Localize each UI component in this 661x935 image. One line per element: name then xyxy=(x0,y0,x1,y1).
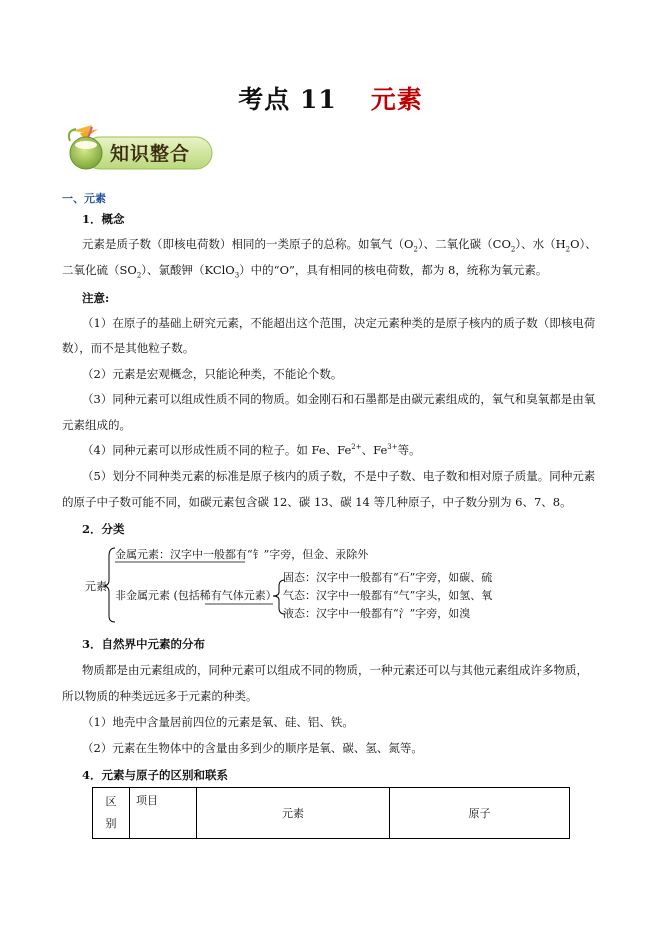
page-title xyxy=(0,80,661,116)
note-4: （4）同种元素可以形成性质不同的粒子。如 Fe、$Fe^{2+}$、$Fe^{3+}$等。 xyxy=(82,443,421,457)
title-number: 考点 11 xyxy=(238,85,337,114)
notes-heading: 注意: xyxy=(82,291,110,305)
knowledge-badge xyxy=(62,123,216,171)
nonmetal-solid: 固态：汉字中一般都有“石”字旁，如碳、硫 xyxy=(283,571,493,584)
table-header-atom: 原子 xyxy=(390,788,570,839)
note-5-line-1: （5）划分不同种类元素的标准是原子核内的质子数，不是中子数、电子数和相对原子质量。同种元素 xyxy=(82,469,596,483)
metal-element: 金属元素：汉字中一般都有“钅”字旁，但金、汞除外 xyxy=(115,548,369,561)
classification-heading: 2．分类 xyxy=(82,522,125,536)
note-3-line-1: （3）同种元素可以组成性质不同的物质。如金刚石和石墨都是由碳元素组成的，氧气和臭氧都是由氧 xyxy=(82,392,596,406)
note-2: （2）元素是宏观概念，只能论种类，不能论个数。 xyxy=(82,367,343,381)
distribution-heading: 3．自然界中元素的分布 xyxy=(82,637,206,651)
nonmetal-element: 非金属元素 (包括稀有气体元素） xyxy=(115,589,277,602)
note-1-line-2: 数），而不是其他粒子数。 xyxy=(62,341,195,355)
nonmetal-gas: 气态：汉字中一般都有“气”字头，如氢、氧 xyxy=(283,589,493,602)
classification-diagram xyxy=(85,542,525,630)
note-3-line-2: 元素组成的。 xyxy=(62,418,131,432)
distribution-line-2: 所以物质的种类远远多于元素的种类。 xyxy=(62,689,258,703)
table-cell-item: 项目 xyxy=(130,788,197,839)
relation-heading: 4．元素与原子的区别和联系 xyxy=(82,768,229,782)
table-header-element: 元素 xyxy=(197,788,390,839)
concept-line-1: 元素是质子数（即核电荷数）相同的一类原子的总称。如氧气$(O_2)$、二氧化碳$(CO_2)$、水$(H_2O)$、 xyxy=(82,237,597,254)
distribution-item-1: （1）地壳中含量居前四位的元素是氧、硅、铝、铁。 xyxy=(82,715,354,729)
nonmetal-liquid: 液态：汉字中一般都有“氵”字旁，如溴 xyxy=(283,607,471,620)
note-5-line-2: 的原子中子数可能不同，如碳元素包含碳 12、碳 13、碳 14 等几种原子，中子数分别为 6、7、8。 xyxy=(62,495,572,509)
section-heading: 一、元素 xyxy=(62,192,106,205)
title-name: 元素 xyxy=(370,85,423,114)
note-1-line-1: （1）在原子的基础上研究元素，不能超出这个范围，决定元素种类的是原子核内的质子数（即核电荷 xyxy=(82,316,596,330)
concept-line-2: 二氧化硫$(SO_2)$、氯酸钾（KClO$_3$）中的“O”，具有相同的核电荷数，都为 8，统称为氧元素。 xyxy=(62,263,548,280)
distribution-line-1: 物质都是由元素组成的，同种元素可以组成不同的物质，一种元素还可以与其他元素组成许多物质， xyxy=(82,663,588,677)
table-row xyxy=(93,788,570,839)
comparison-table xyxy=(92,787,570,839)
table-cell-category: 区 别 xyxy=(93,788,130,839)
concept-heading: 1．概念 xyxy=(82,212,125,226)
classification-root: 元素 xyxy=(85,580,107,593)
badge-label: 知识整合 xyxy=(110,143,191,165)
distribution-item-2: （2）元素在生物体中的含量由多到少的顺序是氧、碳、氢、氮等。 xyxy=(82,741,423,755)
